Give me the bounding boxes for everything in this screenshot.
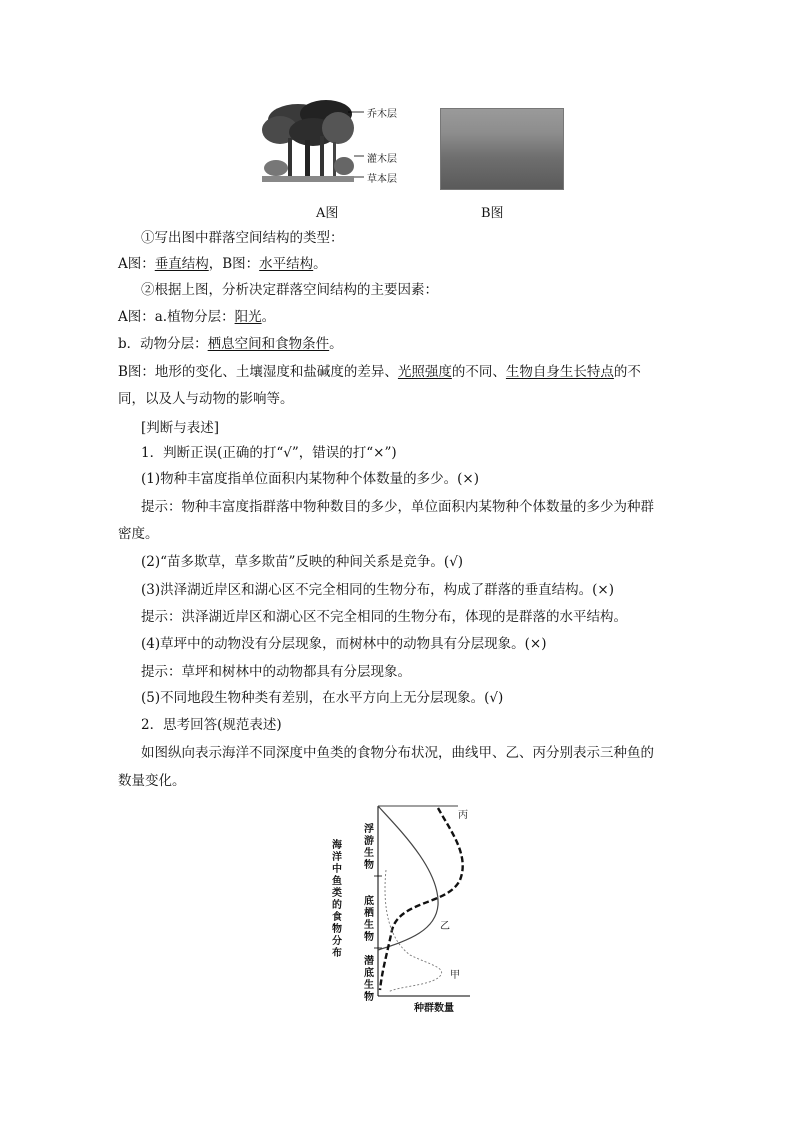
answer-2c-line <box>118 362 641 382</box>
hint-4: 提示：草坪和树林中的动物都具有分层现象。 <box>141 664 411 680</box>
statement-4: (4)草坪中的动物没有分层现象，而树林中的动物具有分层现象。(×) <box>141 636 547 652</box>
caption-a: A图 <box>316 206 339 221</box>
answer-2a-prefix: A图：a.植物分层： <box>118 309 235 325</box>
curve-jia <box>385 870 442 992</box>
curve-yi <box>378 806 438 950</box>
answer-2a-end: 。 <box>261 309 276 325</box>
answer-b-prefix: ，B图： <box>208 256 260 272</box>
figure-b-photo <box>440 108 564 190</box>
zone-plankton: 浮游生物 <box>364 824 374 871</box>
answer-2c-end: 的不 <box>613 364 641 380</box>
statement-3: (3)洪泽湖近岸区和湖心区不完全相同的生物分布，构成了群落的垂直结构。(×) <box>141 582 614 598</box>
curve-bing <box>380 808 463 990</box>
label-jia: 甲 <box>450 970 460 981</box>
answer-1-line <box>118 254 327 274</box>
answer-a-prefix: A图： <box>118 256 155 272</box>
answer-b-end: 。 <box>313 256 327 272</box>
answer-2b: 栖息空间和食物条件 <box>207 336 330 352</box>
item-1-title: 1．判断正误(正确的打“√”，错误的打“×”) <box>141 445 397 461</box>
answer-2a: 阳光 <box>234 309 262 325</box>
question-1: ①写出图中群落空间结构的类型： <box>141 230 344 246</box>
answer-2c-1: 光照强度 <box>397 364 452 380</box>
item-2-title: 2．思考回答(规范表述) <box>141 717 282 733</box>
label-bing: 丙 <box>458 810 468 821</box>
zone-burrowing: 潜底生物 <box>364 956 374 1003</box>
shrub-layer-label: 灌木层 <box>367 154 397 165</box>
figure-a <box>258 100 418 192</box>
depth-chart <box>330 800 490 1014</box>
question-2: ②根据上图，分析决定群落空间结构的主要因素： <box>141 282 438 298</box>
statement-5: (5)不同地段生物种类有差别，在水平方向上无分层现象。(√) <box>141 690 504 706</box>
answer-2b-line <box>118 334 343 354</box>
answer-2c-prefix: B图：地形的变化、土壤湿度和盐碱度的差异、 <box>118 364 398 380</box>
answer-2b-end: 。 <box>329 336 343 352</box>
answer-2a-line <box>118 307 275 327</box>
x-axis-label: 种群数量 <box>414 1003 454 1014</box>
answer-2b-prefix: b．动物分层： <box>118 336 208 352</box>
answer-2c-mid: 的不同、 <box>451 364 506 380</box>
herb-layer-label: 草本层 <box>367 174 397 185</box>
depth-chart-svg <box>330 800 490 1014</box>
hint-1: 提示：物种丰富度指群落中物种数目的多少，单位面积内某物种个体数量的多少为种群 <box>141 499 654 515</box>
zone-benthic: 底栖生物 <box>364 896 374 943</box>
tree-layer-label: 乔木层 <box>367 109 397 120</box>
hint-1-cont: 密度。 <box>118 526 159 542</box>
y-axis-title: 海洋中鱼类的食物分布 <box>332 840 342 959</box>
statement-1: (1)物种丰富度指单位面积内某物种个体数量的多少。(×) <box>141 471 479 487</box>
hint-3: 提示：洪泽湖近岸区和湖心区不完全相同的生物分布，体现的是群落的水平结构。 <box>141 609 627 625</box>
section-heading: [判断与表述] <box>141 420 220 436</box>
label-yi: 乙 <box>440 921 450 932</box>
statement-2: (2)“苗多欺草，草多欺苗”反映的种间关系是竞争。(√) <box>141 554 464 570</box>
answer-2c-line2: 同，以及人与动物的影响等。 <box>118 391 294 407</box>
answer-a: 垂直结构 <box>154 256 209 272</box>
paragraph-1: 如图纵向表示海洋不同深度中鱼类的食物分布状况，曲线甲、乙、丙分别表示三种鱼的 <box>141 745 654 761</box>
answer-b: 水平结构 <box>259 256 314 272</box>
caption-b: B图 <box>481 206 504 221</box>
answer-2c-2: 生物自身生长特点 <box>505 364 614 380</box>
paragraph-2: 数量变化。 <box>118 773 186 789</box>
